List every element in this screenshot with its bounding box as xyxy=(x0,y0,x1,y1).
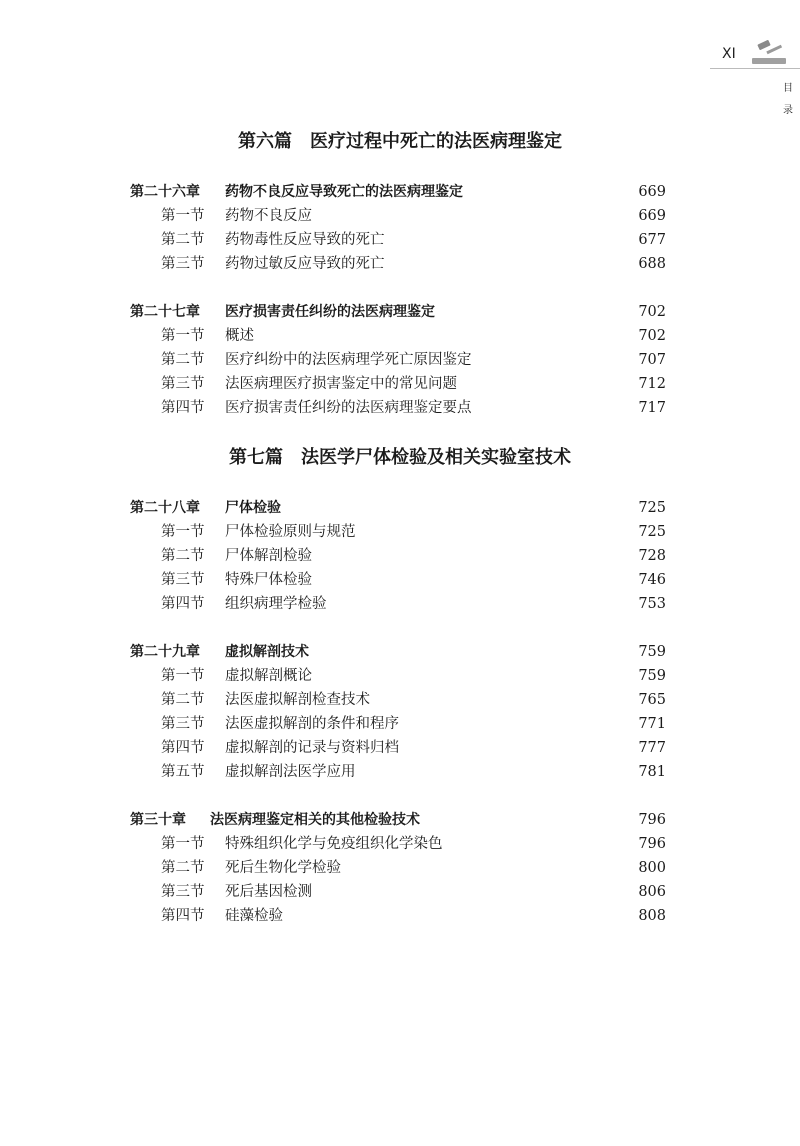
section-row xyxy=(0,228,800,252)
section-title: 特殊尸体检验 xyxy=(225,572,312,588)
page-number: XI xyxy=(722,46,736,62)
chapter-label: 第二十六章 xyxy=(130,184,200,200)
section-side-label xyxy=(780,78,796,122)
section-row xyxy=(0,348,800,372)
section-row xyxy=(0,712,800,736)
chapter-row xyxy=(0,808,800,832)
section-row xyxy=(0,396,800,420)
section-row xyxy=(0,760,800,784)
chapter-row xyxy=(0,180,800,204)
section-row xyxy=(0,324,800,348)
section-label: 第二节 xyxy=(161,860,205,876)
section-title: 法医病理医疗损害鉴定中的常见问题 xyxy=(225,376,457,392)
chapter-row xyxy=(0,300,800,324)
section-title: 硅藻检验 xyxy=(225,908,283,924)
section-label: 第五节 xyxy=(161,764,205,780)
part-title: 第六篇 医疗过程中死亡的法医病理鉴定 xyxy=(238,131,562,152)
section-label: 第四节 xyxy=(161,740,205,756)
section-label: 第一节 xyxy=(161,328,205,344)
section-page: 796 xyxy=(638,836,666,852)
section-title: 虚拟解剖概论 xyxy=(225,668,312,684)
section-label: 第二节 xyxy=(161,232,205,248)
section-label: 第一节 xyxy=(161,836,205,852)
section-row xyxy=(0,880,800,904)
section-page: 765 xyxy=(638,692,666,708)
section-page: 717 xyxy=(638,400,666,416)
section-row xyxy=(0,688,800,712)
gavel-icon xyxy=(748,40,790,66)
toc-chapter xyxy=(0,300,800,420)
section-row xyxy=(0,664,800,688)
section-page: 808 xyxy=(638,908,666,924)
section-title: 特殊组织化学与免疫组织化学染色 xyxy=(225,836,443,852)
toc-part xyxy=(0,444,800,928)
section-row xyxy=(0,736,800,760)
section-page: 781 xyxy=(638,764,666,780)
section-page: 707 xyxy=(638,352,666,368)
section-label: 第二节 xyxy=(161,692,205,708)
section-label: 第三节 xyxy=(161,256,205,272)
section-page: 753 xyxy=(638,596,666,612)
page-corner-header xyxy=(710,40,800,120)
section-label: 第三节 xyxy=(161,572,205,588)
section-page: 688 xyxy=(638,256,666,272)
section-row xyxy=(0,904,800,928)
section-title: 虚拟解剖法医学应用 xyxy=(225,764,356,780)
section-page: 759 xyxy=(638,668,666,684)
chapter-label: 第二十八章 xyxy=(130,500,200,516)
section-label: 第二节 xyxy=(161,352,205,368)
section-page: 669 xyxy=(638,208,666,224)
section-page: 712 xyxy=(638,376,666,392)
chapter-page: 796 xyxy=(638,812,666,828)
section-label: 第四节 xyxy=(161,908,205,924)
section-title: 法医虚拟解剖检查技术 xyxy=(225,692,370,708)
table-of-contents xyxy=(0,128,800,952)
section-row xyxy=(0,592,800,616)
chapter-row xyxy=(0,496,800,520)
chapter-title: 虚拟解剖技术 xyxy=(225,644,309,660)
chapter-page: 702 xyxy=(638,304,666,320)
section-title: 药物毒性反应导致的死亡 xyxy=(225,232,385,248)
section-page: 806 xyxy=(638,884,666,900)
chapter-page: 725 xyxy=(638,500,666,516)
section-title: 法医虚拟解剖的条件和程序 xyxy=(225,716,399,732)
chapter-page: 669 xyxy=(638,184,666,200)
section-label: 第三节 xyxy=(161,376,205,392)
toc-chapter xyxy=(0,640,800,784)
toc-chapter xyxy=(0,808,800,928)
section-title: 死后生物化学检验 xyxy=(225,860,341,876)
section-page: 725 xyxy=(638,524,666,540)
section-page: 702 xyxy=(638,328,666,344)
section-title: 药物过敏反应导致的死亡 xyxy=(225,256,385,272)
section-row xyxy=(0,832,800,856)
section-title: 概述 xyxy=(225,328,254,344)
chapter-title: 医疗损害责任纠纷的法医病理鉴定 xyxy=(225,304,435,320)
side-label-char: 录 xyxy=(783,105,793,116)
section-page: 728 xyxy=(638,548,666,564)
chapter-title: 尸体检验 xyxy=(225,500,281,516)
section-title: 组织病理学检验 xyxy=(225,596,327,612)
section-title: 尸体检验原则与规范 xyxy=(225,524,356,540)
toc-chapter xyxy=(0,180,800,276)
header-rule xyxy=(710,68,800,69)
section-page: 746 xyxy=(638,572,666,588)
section-title: 药物不良反应 xyxy=(225,208,312,224)
section-title: 虚拟解剖的记录与资料归档 xyxy=(225,740,399,756)
section-row xyxy=(0,252,800,276)
section-page: 771 xyxy=(638,716,666,732)
chapter-title: 药物不良反应导致死亡的法医病理鉴定 xyxy=(225,184,463,200)
chapter-label: 第三十章 xyxy=(130,812,186,828)
section-row xyxy=(0,520,800,544)
toc-chapter xyxy=(0,496,800,616)
section-label: 第三节 xyxy=(161,884,205,900)
side-label-char: 目 xyxy=(783,83,793,94)
section-page: 677 xyxy=(638,232,666,248)
part-title: 第七篇 法医学尸体检验及相关实验室技术 xyxy=(229,447,571,468)
section-label: 第一节 xyxy=(161,668,205,684)
section-row xyxy=(0,568,800,592)
chapter-title: 法医病理鉴定相关的其他检验技术 xyxy=(210,812,420,828)
chapter-row xyxy=(0,640,800,664)
section-row xyxy=(0,856,800,880)
section-page: 777 xyxy=(638,740,666,756)
section-row xyxy=(0,544,800,568)
section-label: 第四节 xyxy=(161,400,205,416)
chapter-page: 759 xyxy=(638,644,666,660)
section-label: 第一节 xyxy=(161,208,205,224)
section-title: 医疗纠纷中的法医病理学死亡原因鉴定 xyxy=(225,352,472,368)
section-title: 尸体解剖检验 xyxy=(225,548,312,564)
section-row xyxy=(0,372,800,396)
toc-part xyxy=(0,128,800,420)
section-title: 死后基因检测 xyxy=(225,884,312,900)
section-label: 第一节 xyxy=(161,524,205,540)
chapter-label: 第二十七章 xyxy=(130,304,200,320)
chapter-label: 第二十九章 xyxy=(130,644,200,660)
section-row xyxy=(0,204,800,228)
section-label: 第四节 xyxy=(161,596,205,612)
section-title: 医疗损害责任纠纷的法医病理鉴定要点 xyxy=(225,400,472,416)
section-page: 800 xyxy=(638,860,666,876)
section-label: 第三节 xyxy=(161,716,205,732)
section-label: 第二节 xyxy=(161,548,205,564)
